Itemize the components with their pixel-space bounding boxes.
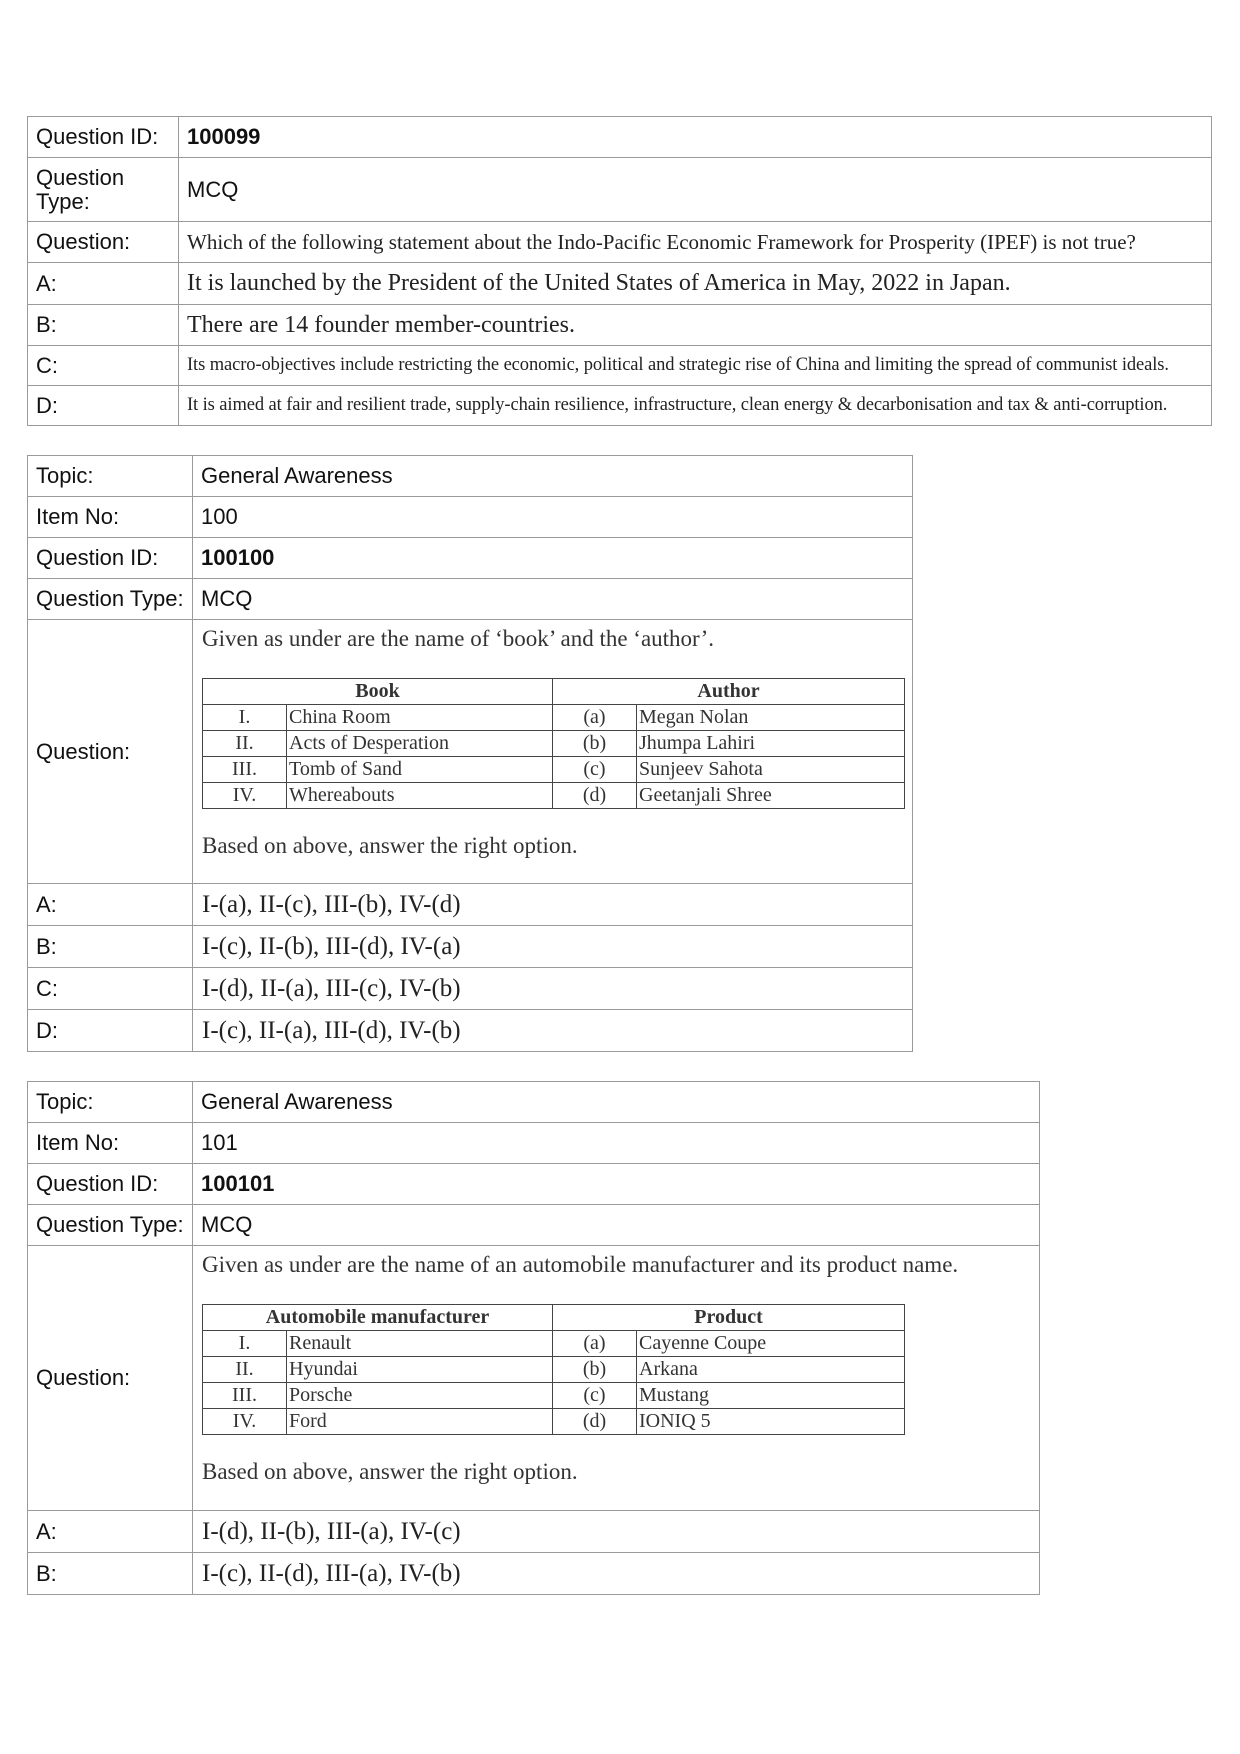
- match-row-right: Geetanjali Shree: [637, 783, 905, 809]
- question-type-row: [28, 1205, 1040, 1246]
- option-text-a: I-(d), II-(b), III-(a), IV-(c): [193, 1511, 1040, 1553]
- option-text-a: I-(a), II-(c), III-(b), IV-(d): [193, 884, 913, 926]
- match-header-row: [203, 1305, 905, 1331]
- match-row-letter: (c): [553, 757, 637, 783]
- match-row: [203, 757, 905, 783]
- match-col2-header: Product: [553, 1305, 905, 1331]
- match-col1-header: Book: [203, 679, 553, 705]
- match-row-left: Tomb of Sand: [287, 757, 553, 783]
- question-type-value: MCQ: [179, 158, 1212, 222]
- match-row-letter: (b): [553, 1357, 637, 1383]
- topic-value: General Awareness: [193, 1082, 1040, 1123]
- question-body: [193, 620, 913, 884]
- match-col1-header: Automobile manufacturer: [203, 1305, 553, 1331]
- option-row-c: [28, 968, 913, 1010]
- match-row: [203, 1331, 905, 1357]
- question-outro: Based on above, answer the right option.: [202, 1459, 578, 1484]
- match-row-num: II.: [203, 1357, 287, 1383]
- match-row-letter: (d): [553, 783, 637, 809]
- option-label-a: A:: [28, 884, 193, 926]
- option-text-b: There are 14 founder member-countries.: [179, 305, 1212, 346]
- question-label: Question:: [28, 620, 193, 884]
- match-row-left: Porsche: [287, 1383, 553, 1409]
- question-intro: Given as under are the name of an automobile manufacturer and its product name.: [202, 1252, 959, 1277]
- question-table-100101: [27, 1081, 1040, 1595]
- option-label-a: A:: [28, 1511, 193, 1553]
- question-id-label: Question ID:: [28, 1164, 193, 1205]
- option-label-b: B:: [28, 305, 179, 346]
- topic-row: [28, 456, 913, 497]
- option-row-d: [28, 386, 1212, 426]
- question-outro: Based on above, answer the right option.: [202, 833, 578, 858]
- option-row-c: [28, 346, 1212, 386]
- question-type-row: [28, 579, 913, 620]
- question-id-value: 100101: [193, 1164, 1040, 1205]
- question-label: Question:: [28, 1246, 193, 1511]
- match-row: [203, 731, 905, 757]
- option-text-b: I-(c), II-(d), III-(a), IV-(b): [193, 1553, 1040, 1595]
- question-type-row: [28, 158, 1212, 222]
- match-row-num: IV.: [203, 783, 287, 809]
- match-row-letter: (c): [553, 1383, 637, 1409]
- option-text-a: It is launched by the President of the United States of America in May, 2022 in Japan.: [179, 263, 1212, 305]
- option-text-b: I-(c), II-(b), III-(d), IV-(a): [193, 926, 913, 968]
- match-header-row: [203, 679, 905, 705]
- question-id-row: [28, 117, 1212, 158]
- question-id-label: Question ID:: [28, 117, 179, 158]
- match-row-right: Jhumpa Lahiri: [637, 731, 905, 757]
- question-label: Question:: [28, 222, 179, 263]
- match-row-letter: (b): [553, 731, 637, 757]
- item-no-value: 100: [193, 497, 913, 538]
- match-row-right: IONIQ 5: [637, 1409, 905, 1435]
- option-text-c: I-(d), II-(a), III-(c), IV-(b): [193, 968, 913, 1010]
- option-label-c: C:: [28, 346, 179, 386]
- question-id-row: [28, 1164, 1040, 1205]
- option-row-a: [28, 263, 1212, 305]
- item-no-label: Item No:: [28, 497, 193, 538]
- match-row-num: I.: [203, 705, 287, 731]
- match-row: [203, 1357, 905, 1383]
- match-row: [203, 705, 905, 731]
- question-table-100099: [27, 116, 1212, 426]
- match-table: [202, 678, 905, 809]
- option-row-b: [28, 1553, 1040, 1595]
- option-label-a: A:: [28, 263, 179, 305]
- option-label-b: B:: [28, 1553, 193, 1595]
- match-row-right: Arkana: [637, 1357, 905, 1383]
- option-label-d: D:: [28, 1010, 193, 1052]
- match-row: [203, 1383, 905, 1409]
- match-row-num: II.: [203, 731, 287, 757]
- match-row-right: Sunjeev Sahota: [637, 757, 905, 783]
- item-no-row: [28, 497, 913, 538]
- item-no-label: Item No:: [28, 1123, 193, 1164]
- question-type-label: Question Type:: [28, 158, 179, 222]
- option-row-b: [28, 926, 913, 968]
- option-text-d: I-(c), II-(a), III-(d), IV-(b): [193, 1010, 913, 1052]
- match-row-right: Mustang: [637, 1383, 905, 1409]
- match-row-num: IV.: [203, 1409, 287, 1435]
- match-row-left: Acts of Desperation: [287, 731, 553, 757]
- option-text-d: It is aimed at fair and resilient trade, supply-chain resilience, infrastructure, clean energy & decarbonisation and tax & anti-corruption.: [179, 386, 1212, 426]
- question-type-label: Question Type:: [28, 1205, 193, 1246]
- topic-label: Topic:: [28, 1082, 193, 1123]
- question-id-value: 100099: [179, 117, 1212, 158]
- question-type-value: MCQ: [193, 579, 913, 620]
- topic-row: [28, 1082, 1040, 1123]
- option-row-a: [28, 884, 913, 926]
- option-label-b: B:: [28, 926, 193, 968]
- match-row: [203, 1409, 905, 1435]
- match-row-left: Renault: [287, 1331, 553, 1357]
- option-row-a: [28, 1511, 1040, 1553]
- match-row-letter: (a): [553, 705, 637, 731]
- match-row-right: Cayenne Coupe: [637, 1331, 905, 1357]
- match-row-num: I.: [203, 1331, 287, 1357]
- match-row-right: Megan Nolan: [637, 705, 905, 731]
- question-type-label: Question Type:: [28, 579, 193, 620]
- match-row-left: Ford: [287, 1409, 553, 1435]
- match-row-letter: (a): [553, 1331, 637, 1357]
- match-row-left: China Room: [287, 705, 553, 731]
- match-row: [203, 783, 905, 809]
- question-row: [28, 222, 1212, 263]
- question-id-row: [28, 538, 913, 579]
- question-row: [28, 1246, 1040, 1511]
- question-table-100100: [27, 455, 913, 1052]
- question-id-value: 100100: [193, 538, 913, 579]
- question-intro: Given as under are the name of ‘book’ and the ‘author’.: [202, 626, 714, 651]
- option-row-b: [28, 305, 1212, 346]
- option-label-d: D:: [28, 386, 179, 426]
- option-row-d: [28, 1010, 913, 1052]
- item-no-row: [28, 1123, 1040, 1164]
- match-row-letter: (d): [553, 1409, 637, 1435]
- topic-label: Topic:: [28, 456, 193, 497]
- match-row-num: III.: [203, 757, 287, 783]
- item-no-value: 101: [193, 1123, 1040, 1164]
- question-id-label: Question ID:: [28, 538, 193, 579]
- question-body: [193, 1246, 1040, 1511]
- question-text: Which of the following statement about the Indo-Pacific Economic Framework for Prosperity (IPEF) is not true?: [179, 222, 1212, 263]
- option-text-c: Its macro-objectives include restricting the economic, political and strategic rise of China and limiting the spread of communist ideals.: [179, 346, 1212, 386]
- match-row-num: III.: [203, 1383, 287, 1409]
- match-col2-header: Author: [553, 679, 905, 705]
- match-row-left: Whereabouts: [287, 783, 553, 809]
- match-table: [202, 1304, 905, 1435]
- question-type-value: MCQ: [193, 1205, 1040, 1246]
- question-row: [28, 620, 913, 884]
- option-label-c: C:: [28, 968, 193, 1010]
- topic-value: General Awareness: [193, 456, 913, 497]
- match-row-left: Hyundai: [287, 1357, 553, 1383]
